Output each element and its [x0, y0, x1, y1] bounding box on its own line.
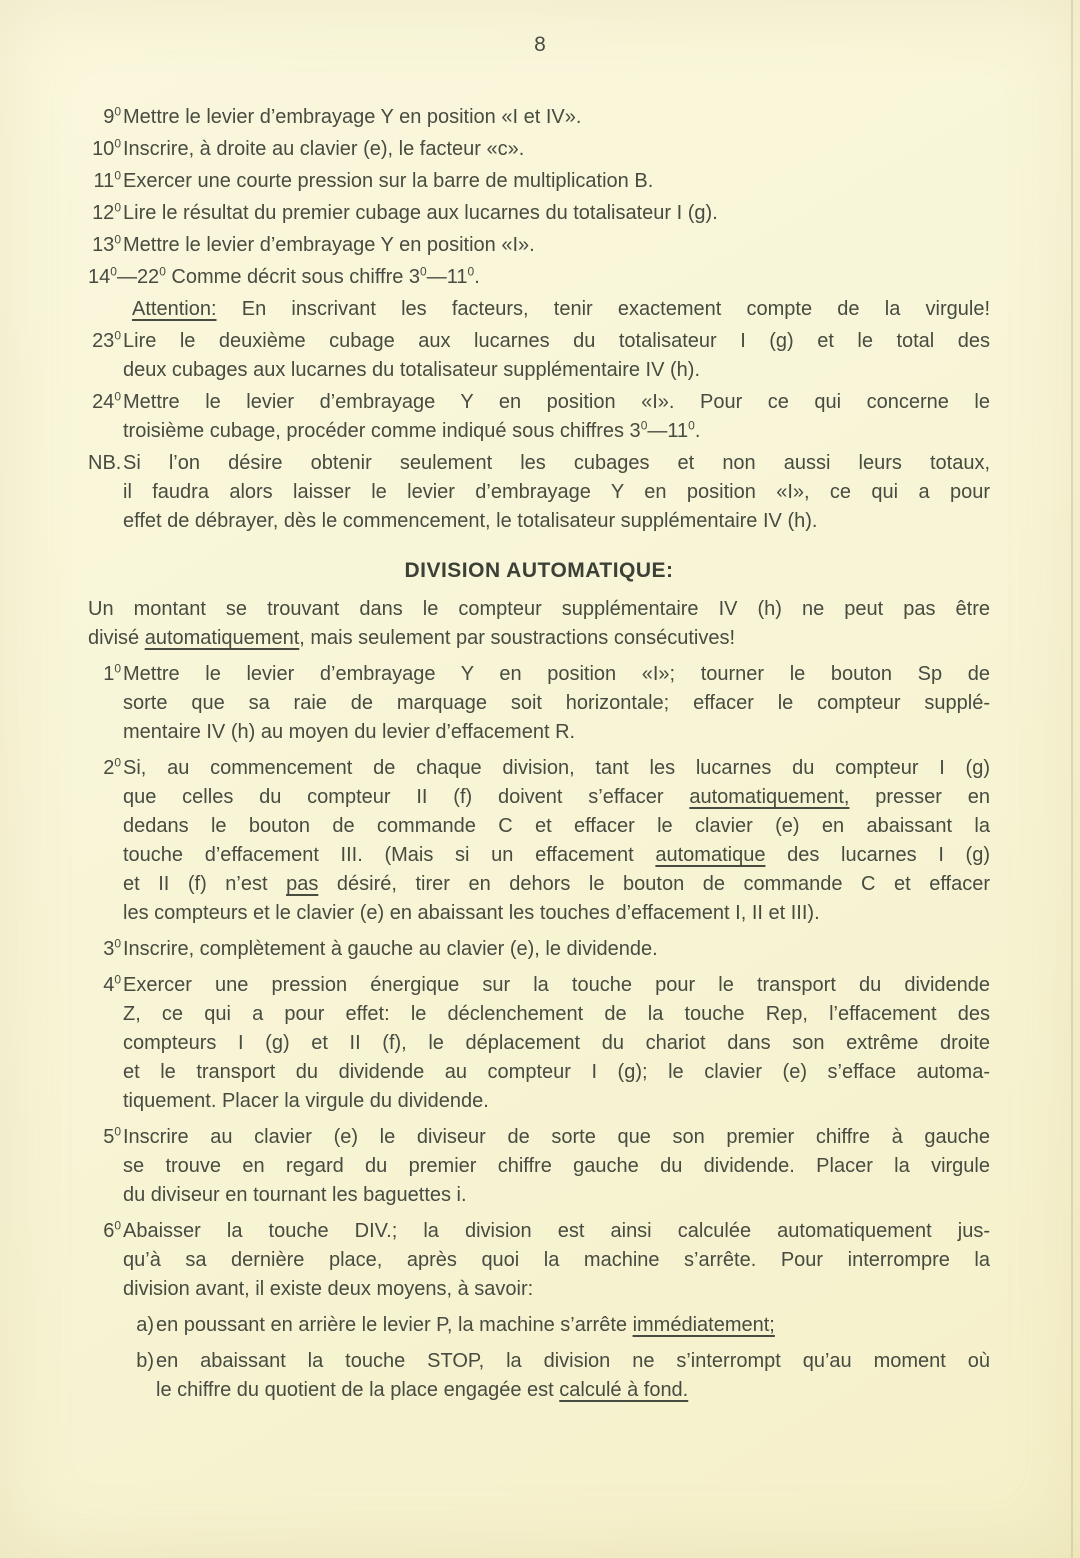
text-line: Si l’on désire obtenir seulement les cubages et non aussi leurs totaux, [123, 452, 990, 474]
page-number: 8 [534, 33, 546, 56]
text-line: il faudra alors laisser le levier d’embrayage Y en position «I», ce qui a pour [123, 481, 990, 503]
item-10 [88, 135, 990, 164]
item-nb [88, 449, 990, 536]
text-line: Inscrire, à droite au clavier (e), le facteur «c». [123, 138, 525, 160]
text-line: Z, ce qui a pour effet: le déclenchement de la touche Rep, l’effacement des [123, 1003, 990, 1025]
item-marker: NB. [88, 452, 122, 474]
subitem-a [121, 1311, 990, 1340]
text-line: Un montant se trouvant dans le compteur supplémentaire IV (h) ne peut pas être [88, 598, 990, 620]
text-line: en abaissant la touche STOP, la division ne s’interrompt qu’au moment où [156, 1350, 990, 1372]
item-marker: $10^0$ [92, 136, 121, 160]
text-line: Exercer une pression énergique sur la touche pour le transport du dividende [123, 974, 990, 996]
text-line: Attention: En inscrivant les facteurs, tenir exactement compte de la virgule! [132, 298, 990, 320]
text-line: que celles du compteur II (f) doivent s’effacer automatiquement, presser en [123, 786, 990, 808]
text-line: division avant, il existe deux moyens, à savoir: [123, 1278, 534, 1300]
item-13 [88, 231, 990, 260]
item-3 [88, 935, 990, 964]
text-line: tiquement. Placer la virgule du dividende. [123, 1090, 489, 1112]
item-marker: $3^0$ [103, 936, 121, 960]
text-line: et II (f) n’est pas désiré, tirer en dehors le bouton de commande C et effacer [123, 873, 990, 895]
text-line: compteurs I (g) et II (f), le déplacement du chariot dans son extrême droite [123, 1032, 990, 1054]
text-line: effet de débrayer, dès le commencement, le totalisateur supplémentaire IV (h). [123, 510, 818, 532]
item-12 [88, 199, 990, 228]
intro-paragraph [88, 595, 990, 653]
item-marker: $6^0$ [103, 1218, 121, 1242]
underlined-text: automatiquement [144, 627, 300, 649]
page-edge-shadow [1071, 0, 1073, 1558]
text-line: Mettre le levier d’embrayage Y en position «I et IV». [123, 106, 582, 128]
text-line: du diviseur en tournant les baguettes i. [123, 1184, 467, 1206]
text-line: mentaire IV (h) au moyen du levier d’effacement R. [123, 721, 576, 743]
text-line: deux cubages aux lucarnes du totalisateur supplémentaire IV (h). [123, 359, 701, 381]
underlined-text: calculé à fond. [559, 1379, 689, 1401]
item-marker: b) [136, 1350, 154, 1372]
item-14-22 [88, 263, 990, 292]
item-23 [88, 327, 990, 385]
item-marker: $9^0$ [103, 104, 121, 128]
subitem-b [121, 1347, 990, 1405]
item-marker: a) [136, 1314, 154, 1336]
item-marker: $2^0$ [103, 755, 121, 779]
item-24 [88, 388, 990, 446]
text-line: Lire le résultat du premier cubage aux lucarnes du totalisateur I (g). [123, 202, 718, 224]
text-line: les compteurs et le clavier (e) en abaissant les touches d’effacement I, II et III). [123, 902, 820, 924]
underlined-text: Attention: [132, 298, 217, 320]
item-marker: $11^0$ [93, 168, 121, 192]
text-line: Abaisser la touche DIV.; la division est ainsi calculée automatiquement jus- [123, 1220, 990, 1242]
item-11 [88, 167, 990, 196]
item-4 [88, 971, 990, 1116]
underlined-text: automatiquement, [689, 786, 850, 808]
document-body [88, 103, 990, 1405]
text-line: Lire le deuxième cubage aux lucarnes du totalisateur I (g) et le total des [123, 330, 990, 352]
underlined-text: automatique [655, 844, 766, 866]
item-2 [88, 754, 990, 928]
item-marker: $23^0$ [92, 328, 121, 352]
text-line: Mettre le levier d’embrayage Y en position «I». [123, 234, 535, 256]
text-line: Inscrire au clavier (e) le diviseur de sorte que son premier chiffre à gauche [123, 1126, 990, 1148]
text-line: dedans le bouton de commande C et effacer le clavier (e) en abaissant la [123, 815, 990, 837]
attention-note [88, 295, 990, 324]
text-line: troisième cubage, procéder comme indiqué sous chiffres $3^0—11^0$. [123, 418, 701, 442]
text-line: Si, au commencement de chaque division, tant les lucarnes du compteur I (g) [123, 757, 990, 779]
item-5 [88, 1123, 990, 1210]
item-1 [88, 660, 990, 747]
text-line: touche d’effacement III. (Mais si un effacement automatique des lucarnes I (g) [123, 844, 991, 866]
text-line: le chiffre du quotient de la place engagée est calculé à fond. [156, 1379, 689, 1401]
text-line: sorte que sa raie de marquage soit horizontale; effacer le compteur supplé- [123, 692, 990, 714]
item-marker: $13^0$ [92, 232, 121, 256]
text-line: se trouve en regard du premier chiffre gauche du dividende. Placer la virgule [123, 1155, 990, 1177]
text-line: Mettre le levier d’embrayage Y en position «I»; tourner le bouton Sp de [123, 663, 990, 685]
item-marker: $12^0$ [92, 200, 121, 224]
text-line: et le transport du dividende au compteur I (g); le clavier (e) s’efface automa- [123, 1061, 990, 1083]
text-line: Inscrire, complètement à gauche au clavier (e), le dividende. [123, 938, 658, 960]
text-line: $14^0—22^0$ Comme décrit sous chiffre $3^0—11^0$. [88, 264, 480, 288]
item-marker: $1^0$ [103, 661, 121, 685]
text-line: en poussant en arrière le levier P, la machine s’arrête immédiatement; [156, 1314, 775, 1336]
item-marker: $5^0$ [103, 1124, 121, 1148]
item-9 [88, 103, 990, 132]
text-line: Exercer une courte pression sur la barre de multiplication B. [123, 170, 654, 192]
item-marker: $4^0$ [103, 972, 121, 996]
item-marker: $24^0$ [92, 389, 121, 413]
underlined-text: immédiatement; [632, 1314, 775, 1336]
underlined-text: pas [286, 873, 319, 895]
text-line: qu’à sa dernière place, après quoi la machine s’arrête. Pour interrompre la [123, 1249, 990, 1271]
item-6 [88, 1217, 990, 1304]
section-heading: DIVISION AUTOMATIQUE: [404, 559, 674, 582]
text-line: divisé automatiquement, mais seulement par soustractions consécutives! [88, 627, 736, 649]
text-line: Mettre le levier d’embrayage Y en position «I». Pour ce qui concerne le [123, 391, 990, 413]
